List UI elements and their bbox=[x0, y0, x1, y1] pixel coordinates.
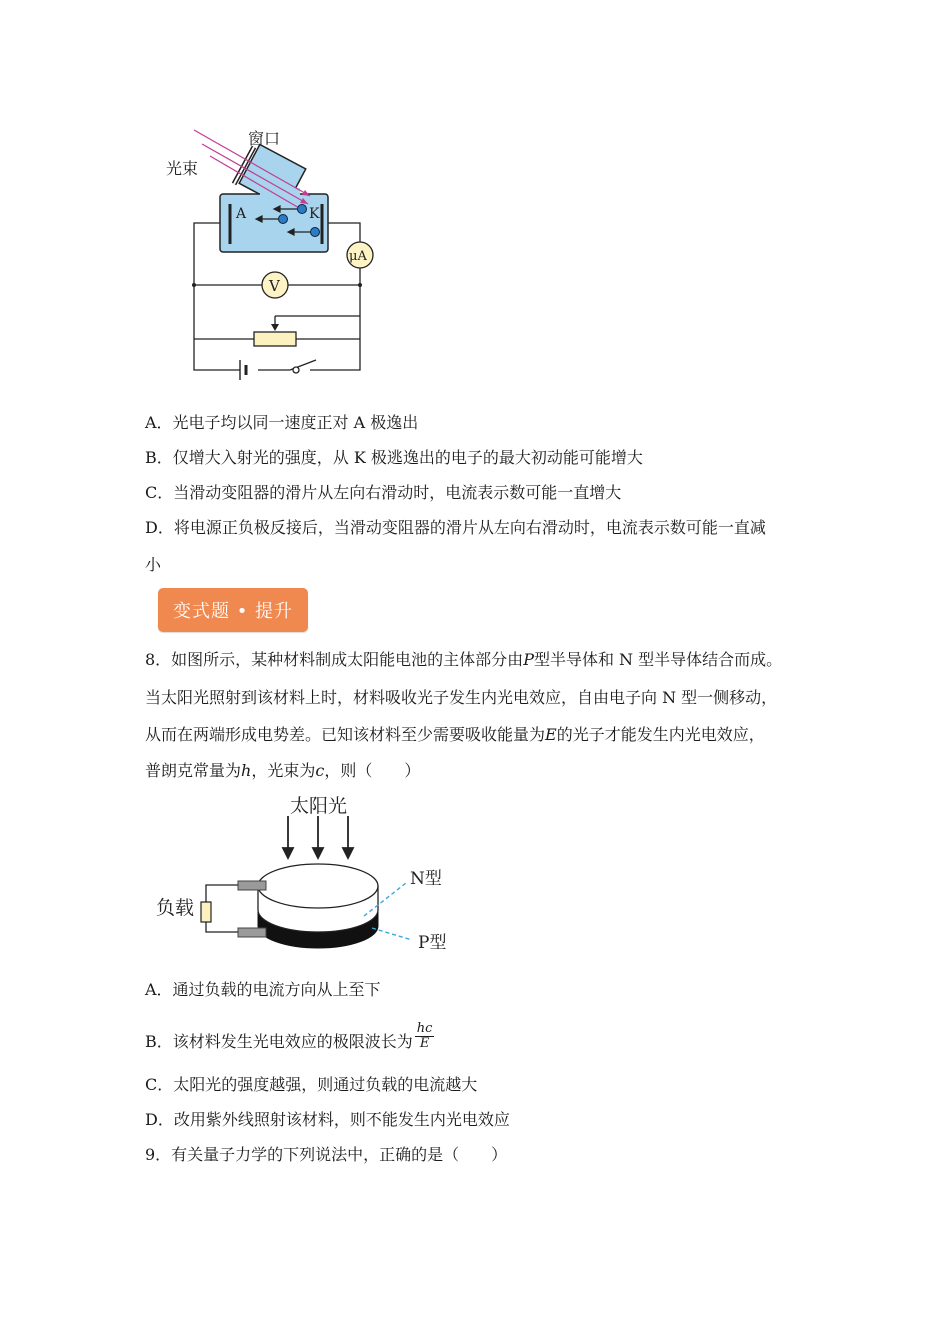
q8-stem-line3: 从而在两端形成电势差。已知该材料至少需要吸收能量为E的光子才能发生内光电效应， bbox=[145, 725, 765, 744]
q8-option-b: B．该材料发生光电效应的极限波长为 $\frac{hc}{E}$ bbox=[145, 1021, 433, 1051]
q7-option-a: A．光电子均以同一速度正对 A 极逸出 bbox=[145, 413, 419, 432]
beam-label: 光束 bbox=[166, 159, 199, 178]
sunlight-arrows bbox=[283, 816, 353, 858]
voltmeter-label: V bbox=[269, 277, 280, 295]
vacuum-tube bbox=[220, 194, 328, 252]
q8-option-a: A．通过负载的电流方向从上至下 bbox=[145, 980, 381, 999]
battery-symbol bbox=[240, 360, 246, 380]
cell-top-surface bbox=[258, 864, 378, 908]
q7-option-b: B．仅增大入射光的强度，从 K 极逃逸出的电子的最大初动能可能增大 bbox=[145, 448, 643, 467]
sunlight-label: 太阳光 bbox=[290, 795, 348, 817]
top-terminal bbox=[238, 881, 266, 890]
microammeter-label: μA bbox=[349, 249, 367, 264]
bottom-terminal bbox=[238, 928, 266, 937]
window-label: 窗口 bbox=[248, 129, 281, 148]
q8-stem-line2: 当太阳光照射到该材料上时，材料吸收光子发生内光电效应，自由电子向 N 型一侧移动， bbox=[145, 688, 778, 707]
sliding-rheostat bbox=[254, 332, 296, 346]
q8-stem-line1: 8．如图所示，某种材料制成太阳能电池的主体部分由P型半导体和 N 型半导体结合而成。 bbox=[145, 650, 783, 669]
q8-option-d: D．改用紫外线照射该材料，则不能发生内光电效应 bbox=[145, 1110, 510, 1129]
n-type-label: N型 bbox=[410, 869, 442, 889]
q9-stem: 9．有关量子力学的下列说法中，正确的是（ ） bbox=[145, 1145, 508, 1164]
q7-option-d: D．将电源正负极反接后，当滑动变阻器的滑片从左向右滑动时，电流表示数可能一直减 bbox=[145, 518, 766, 537]
solar-cell-figure bbox=[150, 788, 470, 963]
q7-option-d-cont: 小 bbox=[145, 555, 162, 574]
hc-over-e-fraction: $\frac{hc}{E}$ bbox=[416, 1021, 433, 1051]
variant-badge: 变式题 • 提升 bbox=[158, 588, 308, 632]
p-type-label: P型 bbox=[418, 933, 447, 953]
cathode-label: K bbox=[309, 206, 320, 222]
anode-label: A bbox=[236, 206, 247, 222]
switch-symbol bbox=[290, 360, 316, 373]
load-resistor bbox=[201, 902, 211, 922]
q8-option-c: C．太阳光的强度越强，则通过负载的电流越大 bbox=[145, 1075, 478, 1094]
q7-option-c: C．当滑动变阻器的滑片从左向右滑动时，电流表示数可能一直增大 bbox=[145, 483, 622, 502]
load-label: 负载 bbox=[156, 897, 195, 919]
q8-stem-line4: 普朗克常量为h，光束为c，则（ ） bbox=[145, 761, 421, 780]
photoelectric-circuit-figure bbox=[150, 120, 390, 390]
